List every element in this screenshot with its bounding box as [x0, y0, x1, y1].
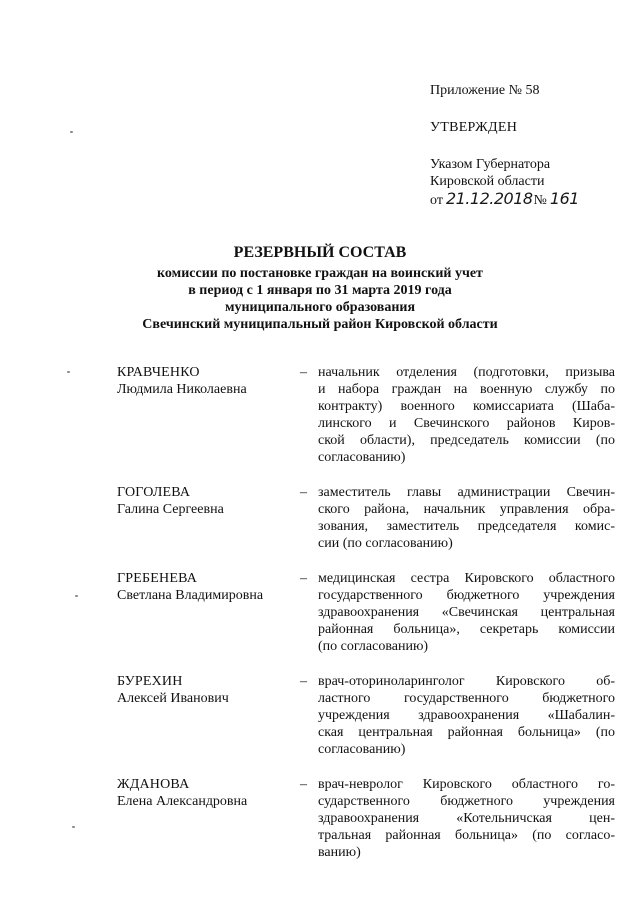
member-dash: – — [300, 485, 307, 500]
member-position-line: врач-оториноларинголог Кировского об- — [318, 674, 615, 689]
title-main: РЕЗЕРВНЫЙ СОСТАВ — [233, 244, 407, 261]
member-name — [117, 484, 300, 552]
member-entry — [117, 776, 615, 861]
member-given-names: Елена Александровна — [117, 794, 248, 809]
appendix-number: Приложение № 58 — [430, 83, 540, 98]
member-position — [318, 570, 615, 655]
member-position-line: (по согласованию) — [318, 639, 429, 654]
member-dash: – — [300, 365, 307, 380]
member-position-line: ская центральная районная больница» (по — [318, 725, 615, 740]
document-title — [0, 243, 640, 333]
title-line-1: комиссии по постановке граждан на воинский учет — [157, 266, 483, 281]
member-position-line: районная больница», секретарь комиссии — [318, 622, 615, 637]
member-entry — [117, 673, 615, 758]
member-surname: БУРЕХИН — [117, 674, 183, 689]
title-line-2: в период с 1 января по 31 марта 2019 года — [188, 283, 452, 298]
member-position-line: сии (по согласованию) — [318, 536, 453, 551]
member-position-line: заместитель главы администрации Свечин- — [318, 485, 615, 500]
member-position-line: здравоохранения «Свечинская центральная — [318, 605, 615, 620]
member-position-line: линского и Свечинского районов Киров- — [318, 416, 615, 431]
member-dash: – — [300, 777, 307, 792]
member-name — [117, 570, 300, 655]
handwritten-number: 161 — [549, 189, 579, 208]
approval-block — [430, 82, 630, 209]
members-list — [117, 364, 615, 879]
member-position-line: медицинская сестра Кировского областного — [318, 571, 615, 586]
scan-speck — [72, 826, 75, 828]
scan-speck — [67, 371, 70, 373]
number-sign: № — [533, 193, 547, 208]
member-position-line: начальник отделения (подготовки, призыва — [318, 365, 615, 380]
member-position-line: государственного бюджетного учреждения — [318, 588, 615, 603]
decree-line-2: Кировской области — [430, 174, 545, 189]
member-position-line: и набора граждан на военную службу по — [318, 382, 615, 397]
member-surname: ГОГОЛЕВА — [117, 485, 191, 500]
title-line-4: Свечинский муниципальный район Кировской области — [142, 317, 498, 332]
approved-heading: УТВЕРЖДЕН — [430, 120, 518, 135]
member-position — [318, 776, 615, 861]
member-position-line: контракту) военного комиссариата (Шаба- — [318, 399, 615, 414]
member-position-line: зования, заместитель председателя комис- — [318, 519, 615, 534]
decree-line-1: Указом Губернатора — [430, 157, 551, 172]
member-dash: – — [300, 571, 307, 586]
member-position — [318, 673, 615, 758]
member-position-line: учреждения здравоохранения «Шабалин- — [318, 708, 615, 723]
member-name — [117, 364, 300, 466]
member-given-names: Светлана Владимировна — [117, 588, 264, 603]
member-surname: ЖДАНОВА — [117, 777, 190, 792]
member-position-line: ванию) — [318, 845, 361, 860]
member-name — [117, 776, 300, 861]
member-position — [318, 364, 615, 466]
member-given-names: Алексей Иванович — [117, 691, 229, 706]
scan-speck — [70, 131, 73, 133]
member-surname: КРАВЧЕНКО — [117, 365, 200, 380]
member-position-line: согласованию) — [318, 450, 406, 465]
member-position — [318, 484, 615, 552]
member-position-line: ской области), председатель комиссии (по — [318, 433, 615, 448]
member-position-line: ластного государственного бюджетного — [318, 691, 615, 706]
member-given-names: Людмила Николаевна — [117, 382, 247, 397]
member-entry — [117, 570, 615, 655]
member-position-line: врач-невролог Кировского областного го- — [318, 777, 615, 792]
title-line-3: муниципального образования — [224, 300, 416, 315]
member-entry — [117, 484, 615, 552]
member-dash: – — [300, 674, 307, 689]
date-prefix: от — [430, 193, 443, 208]
decree-date-line — [430, 190, 630, 209]
member-position-line: здравоохранения «Котельничская цен- — [318, 811, 615, 826]
member-position-line: тральная районная больница» (по согласо- — [318, 828, 615, 843]
member-given-names: Галина Сергеевна — [117, 502, 224, 517]
member-surname: ГРЕБЕНЕВА — [117, 571, 198, 586]
member-position-line: согласованию) — [318, 742, 406, 757]
member-position-line: сударственного бюджетного учреждения — [318, 794, 615, 809]
member-position-line: ского района, начальник управления обра- — [318, 502, 615, 517]
handwritten-date: 21.12.2018 — [445, 189, 533, 208]
member-entry — [117, 364, 615, 466]
member-name — [117, 673, 300, 758]
scan-speck — [75, 595, 78, 597]
